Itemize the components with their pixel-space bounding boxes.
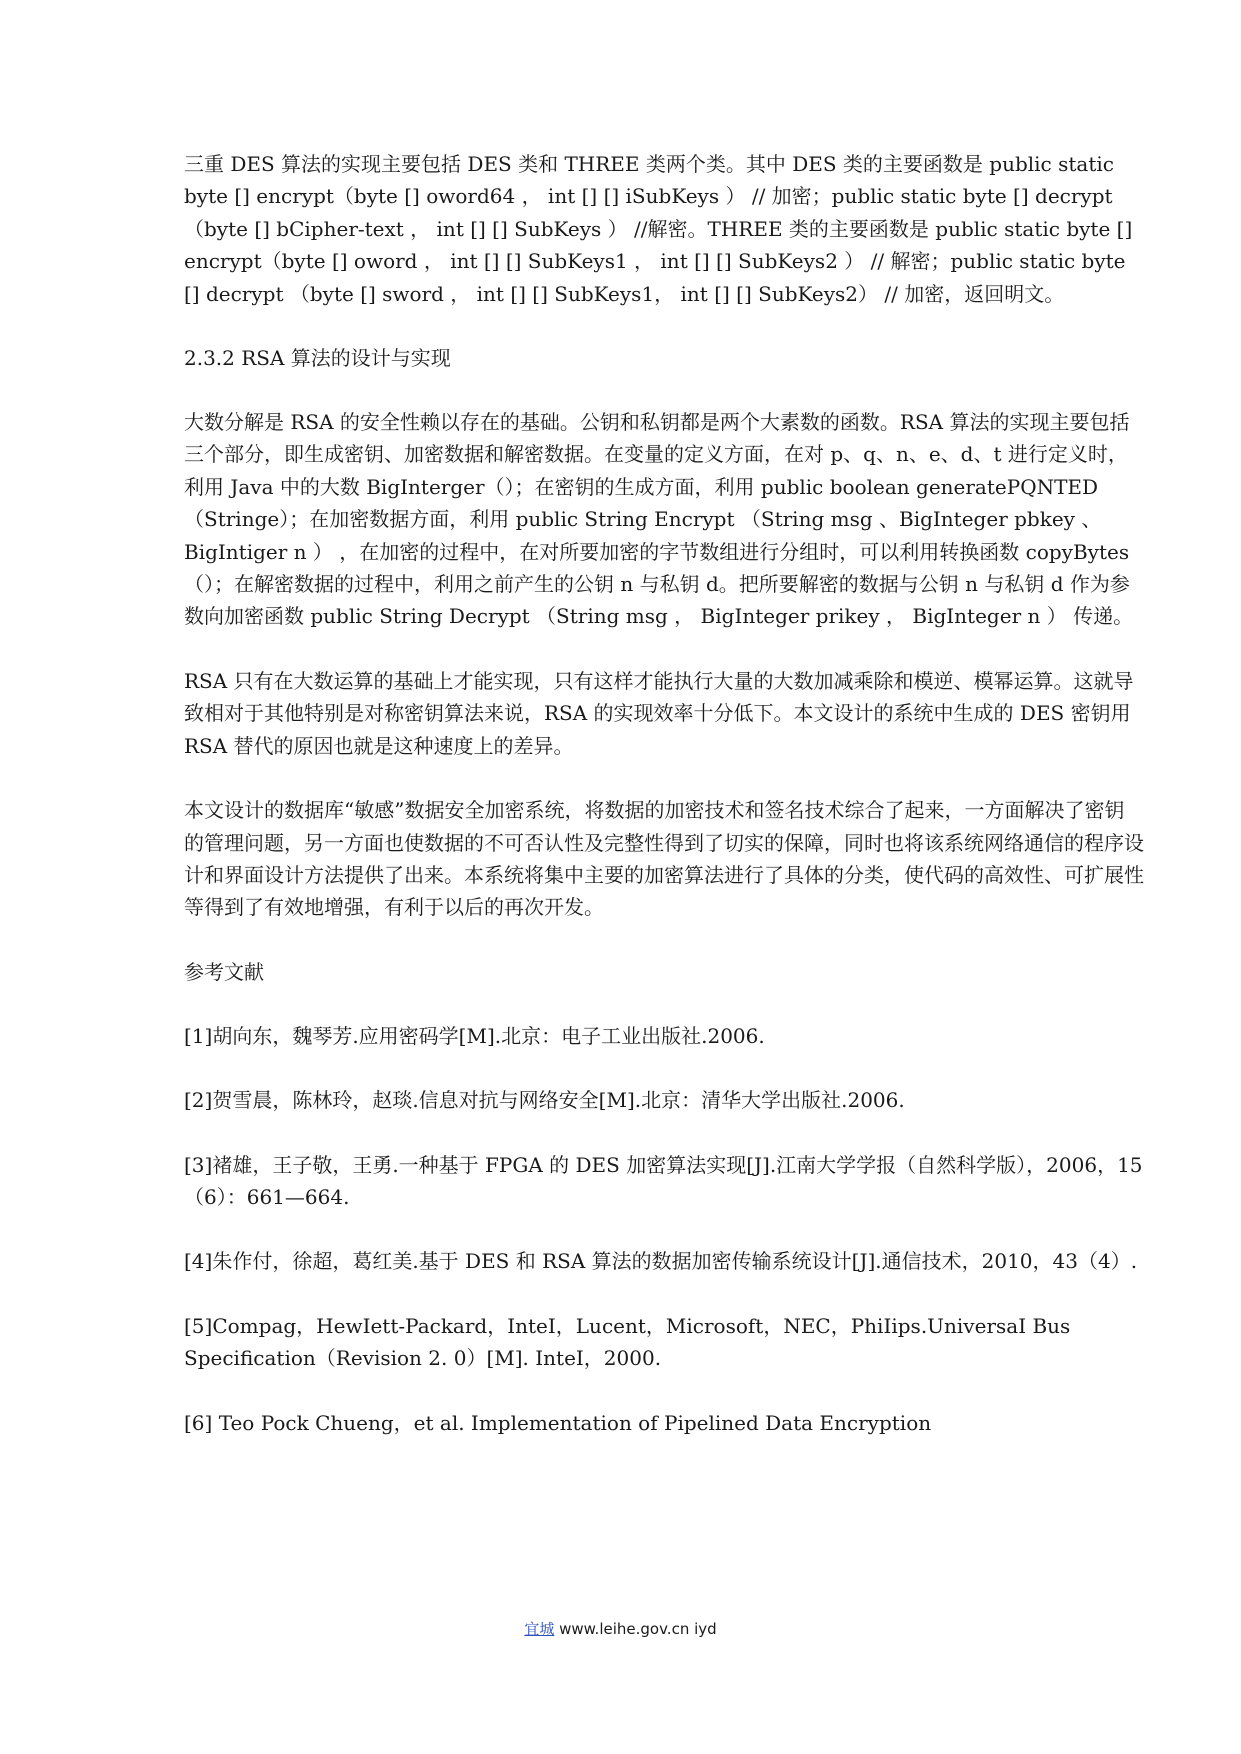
reference-item: [4]朱作付，徐超，葛红美.基于 DES 和 RSA 算法的数据加密传输系统设计[J].通信技术，2010，43（4）.: [184, 1249, 1138, 1274]
reference-item: [5]Compag，HewIett-Packard，InteI，Lucent，Microsoft，NEC，PhiIips.UniversaI Bus Specification（Revision 2. 0）[M]. InteI，2000.: [184, 1313, 1071, 1371]
section-heading-rsa: 2.3.2 RSA 算法的设计与实现: [184, 346, 451, 371]
reference-item: [1]胡向东，魏琴芳.应用密码学[M].北京：电子工业出版社.2006.: [184, 1023, 765, 1048]
references-heading: 参考文献: [184, 959, 264, 984]
footer-link[interactable]: 宜城: [524, 1620, 555, 1638]
reference-list: [184, 1020, 1144, 1439]
document-body: [184, 148, 1144, 1471]
paragraph-rsa-efficiency: RSA 只有在大数运算的基础上才能实现，只有这样才能执行大量的大数加减乘除和模逆、模幂运算。这就导致相对于其他特别是对称密钥算法来说，RSA 的实现效率十分低下。本文设计的系统中生成的 DES 密钥用 RSA 替代的原因也就是这种速度上的差异。: [184, 668, 1134, 758]
footer-url: www.leihe.gov.cn iyd: [559, 1620, 717, 1638]
paragraph-triple-des: 三重 DES 算法的实现主要包括 DES 类和 THREE 类两个类。其中 DES 类的主要函数是 public static byte [] encrypt（byte [] oword64 ， int [] [] iSubKeys ） // 加密；public static byte [] decrypt （byte [] bCipher-text ， int [] [] SubKeys ） //解密。THREE 类的主要函数是 public static byte [] encrypt（byte [] oword ， int [] [] SubKeys1 ， int [] [] SubKeys2 ） // 解密；public static byte [] decrypt （byte [] sword ， int [] [] SubKeys1， int [] [] SubKeys2） // 加密，返回明文。: [184, 152, 1133, 306]
paragraph-conclusion: 本文设计的数据库“敏感”数据安全加密系统，将数据的加密技术和签名技术综合了起来，一方面解决了密钥的管理问题，另一方面也使数据的不可否认性及完整性得到了切实的保障，同时也将该系统网络通信的程序设计和界面设计方法提供了出来。本系统将集中主要的加密算法进行了具体的分类，使代码的高效性、可扩展性等得到了有效地增强，有利于以后的再次开发。: [184, 798, 1144, 920]
reference-item: [2]贺雪晨，陈林玲，赵琰.信息对抗与网络安全[M].北京：清华大学出版社.2006.: [184, 1088, 905, 1113]
page-footer: [0, 1618, 1241, 1639]
paragraph-rsa-implementation: 大数分解是 RSA 的安全性赖以存在的基础。公钥和私钥都是两个大素数的函数。RSA 算法的实现主要包括三个部分，即生成密钥、加密数据和解密数据。在变量的定义方面，在对 p、q、n、e、d、t 进行定义时，利用 Java 中的大数 BigInterger（）；在密钥的生成方面，利用 public boolean generatePQNTED（Stringe）；在加密数据方面，利用 public String Encrypt （String msg 、BigInteger pbkey 、BigIntiger n ） ，在加密的过程中，在对所要加密的字节数组进行分组时，可以利用转换函数 copyBytes（）；在解密数据的过程中，利用之前产生的公钥 n 与私钥 d。把所要解密的数据与公钥 n 与私钥 d 作为参数向加密函数 public String Decrypt （String msg ， BigInteger prikey ， BigInteger n ） 传递。: [184, 410, 1134, 629]
reference-item: [3]褚雄，王子敬，王勇.一种基于 FPGA 的 DES 加密算法实现[J].江南大学学报（自然科学版），2006，15（6）：661—664.: [184, 1152, 1143, 1209]
reference-item: [6] Teo Pock Chueng，et al. Implementation of Pipelined Data Encryption: [184, 1410, 932, 1435]
